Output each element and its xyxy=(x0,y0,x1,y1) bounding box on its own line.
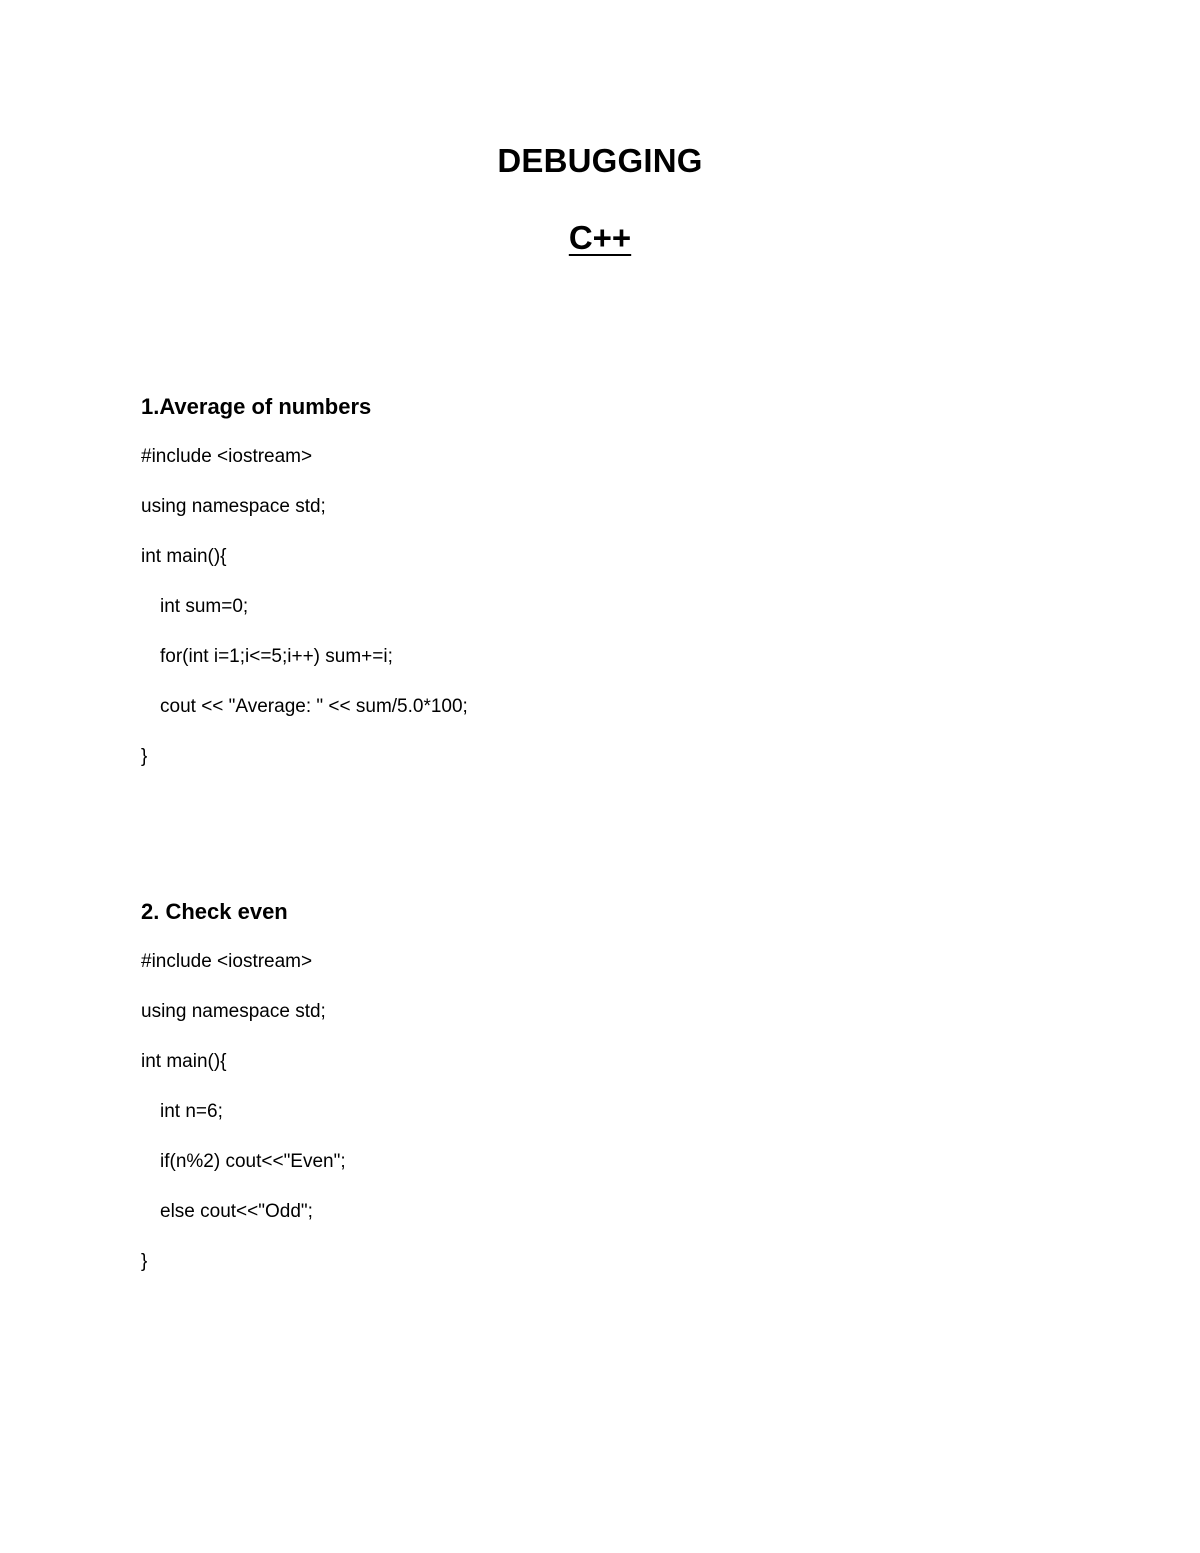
code-line: #include <iostream> xyxy=(141,446,313,467)
code-line: } xyxy=(141,1251,148,1272)
code-line: #include <iostream> xyxy=(141,951,313,972)
code-line: cout << "Average: " << sum/5.0*100; xyxy=(160,696,468,717)
page-title: DEBUGGING xyxy=(497,142,703,179)
section-average-of-numbers xyxy=(141,392,468,792)
code-line: } xyxy=(141,746,148,767)
code-line: for(int i=1;i<=5;i++) sum+=i; xyxy=(160,646,393,667)
code-line: int main(){ xyxy=(141,1051,227,1072)
code-line: int sum=0; xyxy=(160,596,249,617)
code-line: int n=6; xyxy=(160,1101,223,1122)
page-subtitle: C++ xyxy=(568,219,632,256)
section-heading: 2. Check even xyxy=(141,899,288,924)
code-line: else cout<<"Odd"; xyxy=(160,1201,313,1222)
code-line: using namespace std; xyxy=(141,496,326,517)
code-line: int main(){ xyxy=(141,546,227,567)
code-line: using namespace std; xyxy=(141,1001,326,1022)
section-heading: 1.Average of numbers xyxy=(141,394,372,419)
section-check-even xyxy=(141,897,346,1297)
code-line: if(n%2) cout<<"Even"; xyxy=(160,1151,346,1172)
